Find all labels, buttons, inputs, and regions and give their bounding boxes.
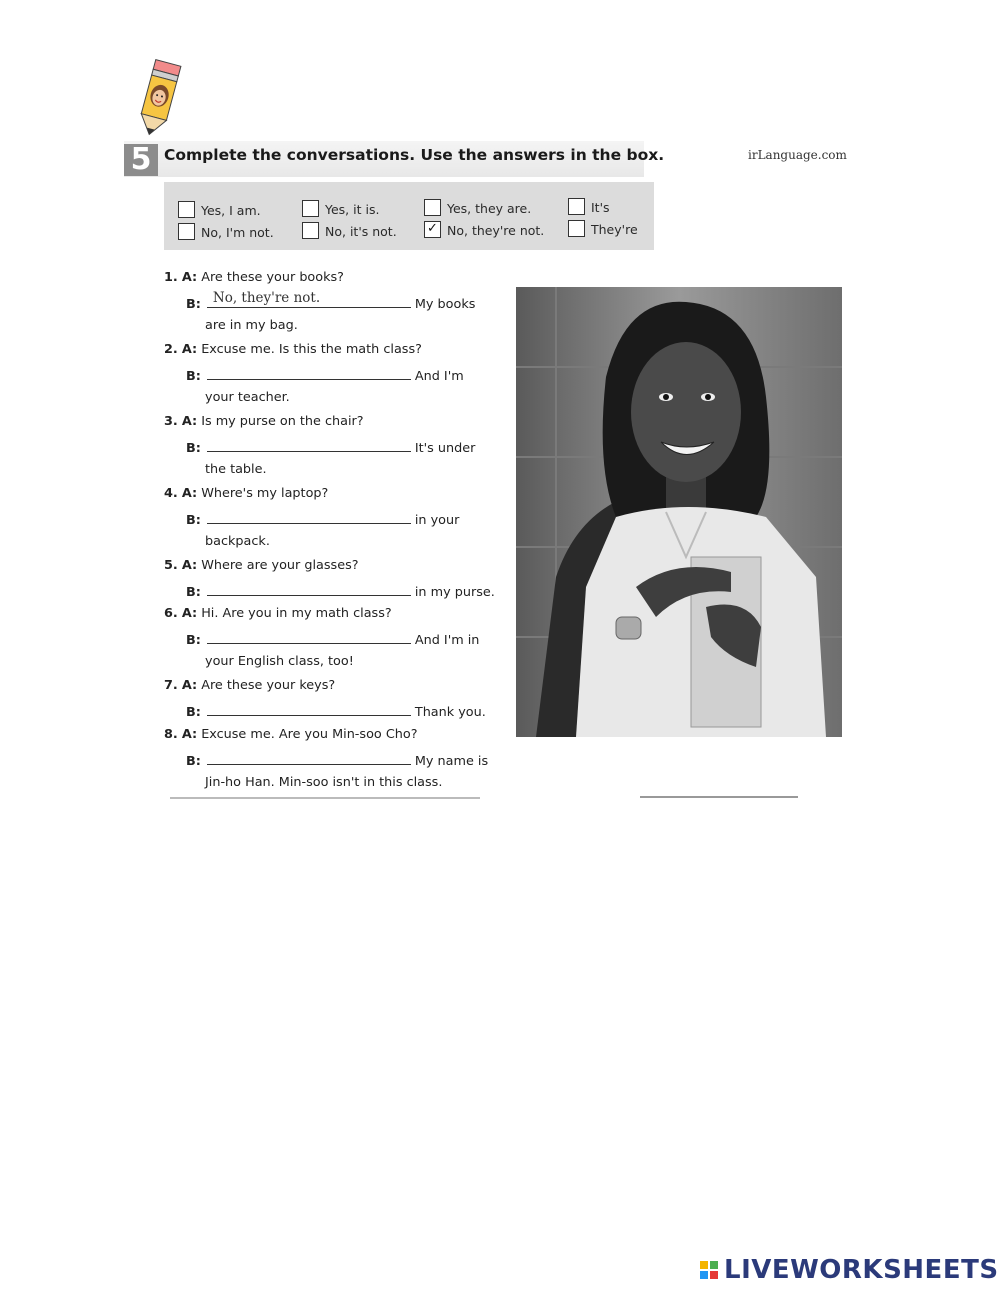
checkbox[interactable] xyxy=(178,223,195,240)
answer-option[interactable]: No, it's not. xyxy=(302,223,397,243)
checkbox[interactable] xyxy=(568,220,585,237)
answer-line: B: And I'm xyxy=(186,366,464,384)
answer-line: B: Thank you. xyxy=(186,702,486,720)
answer-blank[interactable] xyxy=(207,630,411,644)
answer-box xyxy=(164,182,654,250)
answer-blank[interactable] xyxy=(207,510,411,524)
answer-line: B: It's under xyxy=(186,438,475,456)
continuation-line: your teacher. xyxy=(205,390,290,405)
answer-option[interactable]: ✓ No, they're not. xyxy=(424,222,544,242)
pencil-girl-icon xyxy=(130,58,190,138)
answer-line: B: in your xyxy=(186,510,459,528)
continuation-line: the table. xyxy=(205,462,267,477)
question-line: 6. A: Hi. Are you in my math class? xyxy=(164,606,392,621)
checkbox-checked[interactable]: ✓ xyxy=(424,221,441,238)
checkbox[interactable] xyxy=(302,200,319,217)
instruction-text: Complete the conversations. Use the answers in the box. xyxy=(164,146,665,164)
question-line: 4. A: Where's my laptop? xyxy=(164,486,329,501)
answer-option[interactable]: Yes, I am. xyxy=(178,202,261,222)
checkbox[interactable] xyxy=(424,199,441,216)
question-line: 7. A: Are these your keys? xyxy=(164,678,336,693)
scan-edge xyxy=(640,796,798,798)
continuation-line: your English class, too! xyxy=(205,654,354,669)
answer-blank[interactable] xyxy=(207,751,411,765)
answer-option[interactable]: Yes, it is. xyxy=(302,201,379,221)
answer-option[interactable]: Yes, they are. xyxy=(424,200,531,220)
checkbox[interactable] xyxy=(302,222,319,239)
continuation-line: are in my bag. xyxy=(205,318,298,333)
question-line: 8. A: Excuse me. Are you Min-soo Cho? xyxy=(164,727,418,742)
answer-blank[interactable] xyxy=(207,702,411,716)
answer-line: B: My name is xyxy=(186,751,488,769)
answer-blank[interactable] xyxy=(207,366,411,380)
answer-line: B: And I'm in xyxy=(186,630,479,648)
student-photo xyxy=(516,287,842,737)
answer-option[interactable]: They're xyxy=(568,221,638,241)
answer-line: B: in my purse. xyxy=(186,582,495,600)
checkbox[interactable] xyxy=(178,201,195,218)
brand-text: LIVEWORKSHEETS xyxy=(724,1255,999,1285)
continuation-line: Jin-ho Han. Min-soo isn't in this class. xyxy=(205,775,443,790)
continuation-line: backpack. xyxy=(205,534,270,549)
source-site: irLanguage.com xyxy=(748,148,847,162)
exercise-number: 5 xyxy=(124,144,158,176)
answer-blank[interactable]: No, they're not. xyxy=(207,294,411,308)
answer-blank[interactable] xyxy=(207,582,411,596)
question-line: 5. A: Where are your glasses? xyxy=(164,558,359,573)
question-line: 1. A: Are these your books? xyxy=(164,270,344,285)
question-line: 3. A: Is my purse on the chair? xyxy=(164,414,364,429)
question-line: 2. A: Excuse me. Is this the math class? xyxy=(164,342,422,357)
answer-blank[interactable] xyxy=(207,438,411,452)
answer-option[interactable]: It's xyxy=(568,199,610,219)
checkbox[interactable] xyxy=(568,198,585,215)
answer-line: B: No, they're not. My books xyxy=(186,290,476,312)
answer-option[interactable]: No, I'm not. xyxy=(178,224,274,244)
scan-edge xyxy=(170,797,480,799)
